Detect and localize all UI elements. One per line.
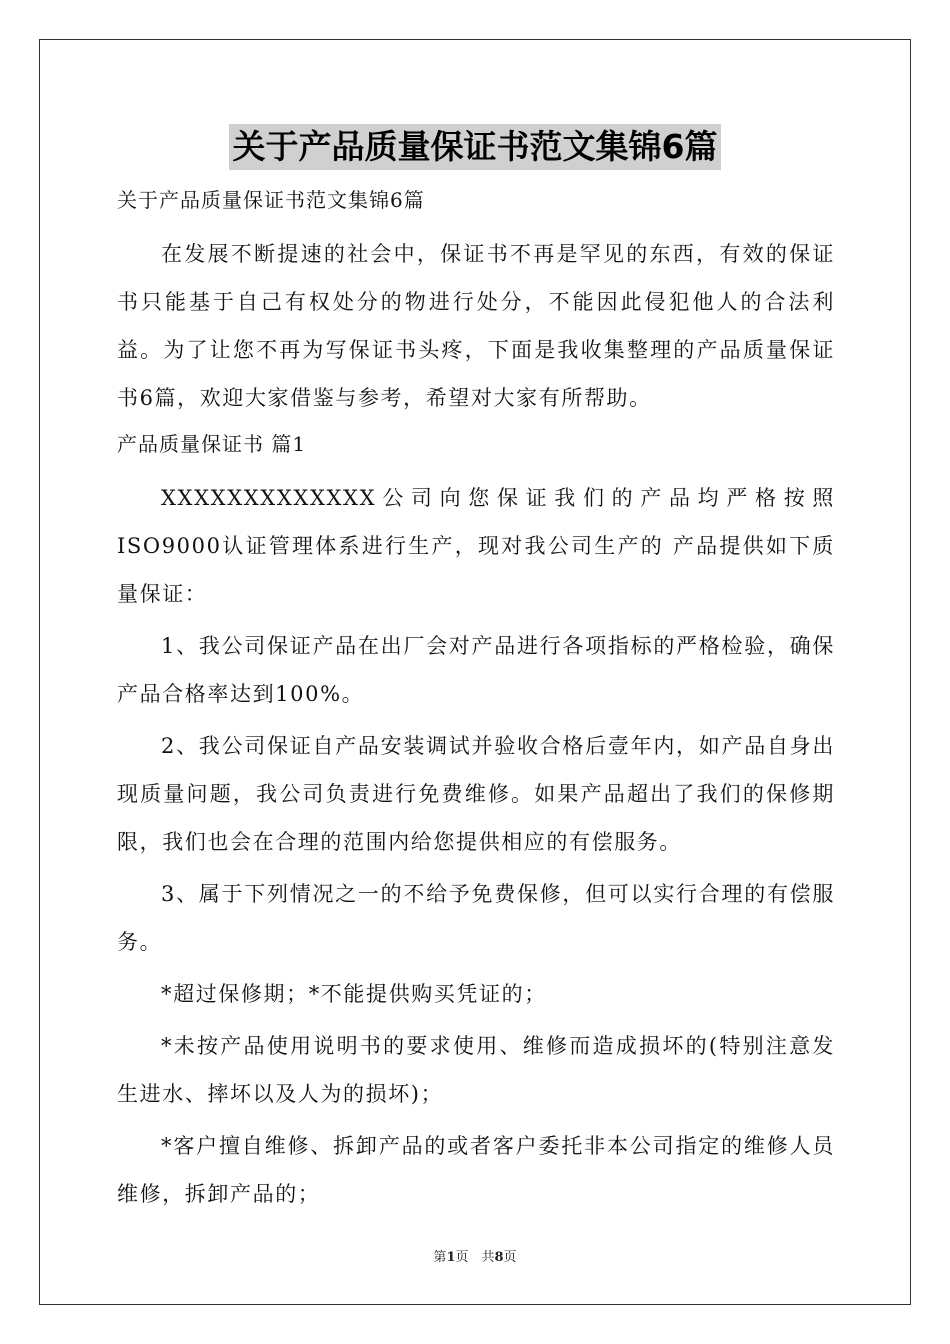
section-heading: 产品质量保证书 篇1: [117, 432, 307, 456]
document-body: [117, 182, 835, 1222]
footer-current-page: 1: [446, 1250, 456, 1265]
title-container: [0, 124, 950, 170]
document-title: 关于产品质量保证书范文集锦6篇: [229, 124, 722, 170]
body-paragraph: XXXXXXXXXXXXX公司向您保证我们的产品均严格按照ISO9000认证管理体系进行生产，现对我公司生产的 产品提供如下质量保证：: [117, 486, 835, 606]
footer-prefix: 第: [433, 1250, 447, 1265]
document-subtitle: 关于产品质量保证书范文集锦6篇: [117, 188, 425, 212]
page-footer: [0, 1246, 950, 1265]
footer-total-pages: 8: [494, 1250, 504, 1265]
body-paragraph: 2、我公司保证自产品安装调试并验收合格后壹年内，如产品自身出现质量问题，我公司负责进行免费维修。如果产品超出了我们的保修期限，我们也会在合理的范围内给您提供相应的有偿服务。: [117, 734, 835, 854]
body-paragraph: 1、我公司保证产品在出厂会对产品进行各项指标的严格检验，确保产品合格率达到100%。: [117, 634, 835, 706]
body-paragraph: *超过保修期；*不能提供购买凭证的；: [161, 982, 547, 1006]
body-paragraph: 3、属于下列情况之一的不给予免费保修，但可以实行合理的有偿服务。: [117, 882, 835, 954]
footer-suffix: 页: [503, 1250, 517, 1265]
intro-paragraph: 在发展不断提速的社会中，保证书不再是罕见的东西，有效的保证书只能基于自己有权处分的物进行处分，不能因此侵犯他人的合法利益。为了让您不再为写保证书头疼，下面是我收集整理的产品质量保证书6篇，欢迎大家借鉴与参考，希望对大家有所帮助。: [117, 242, 835, 410]
footer-mid: 页 共: [455, 1250, 495, 1265]
body-paragraph: *未按产品使用说明书的要求使用、维修而造成损坏的(特别注意发生进水、摔坏以及人为的损坏)；: [117, 1034, 835, 1106]
body-paragraph: *客户擅自维修、拆卸产品的或者客户委托非本公司指定的维修人员维修，拆卸产品的；: [117, 1134, 835, 1206]
